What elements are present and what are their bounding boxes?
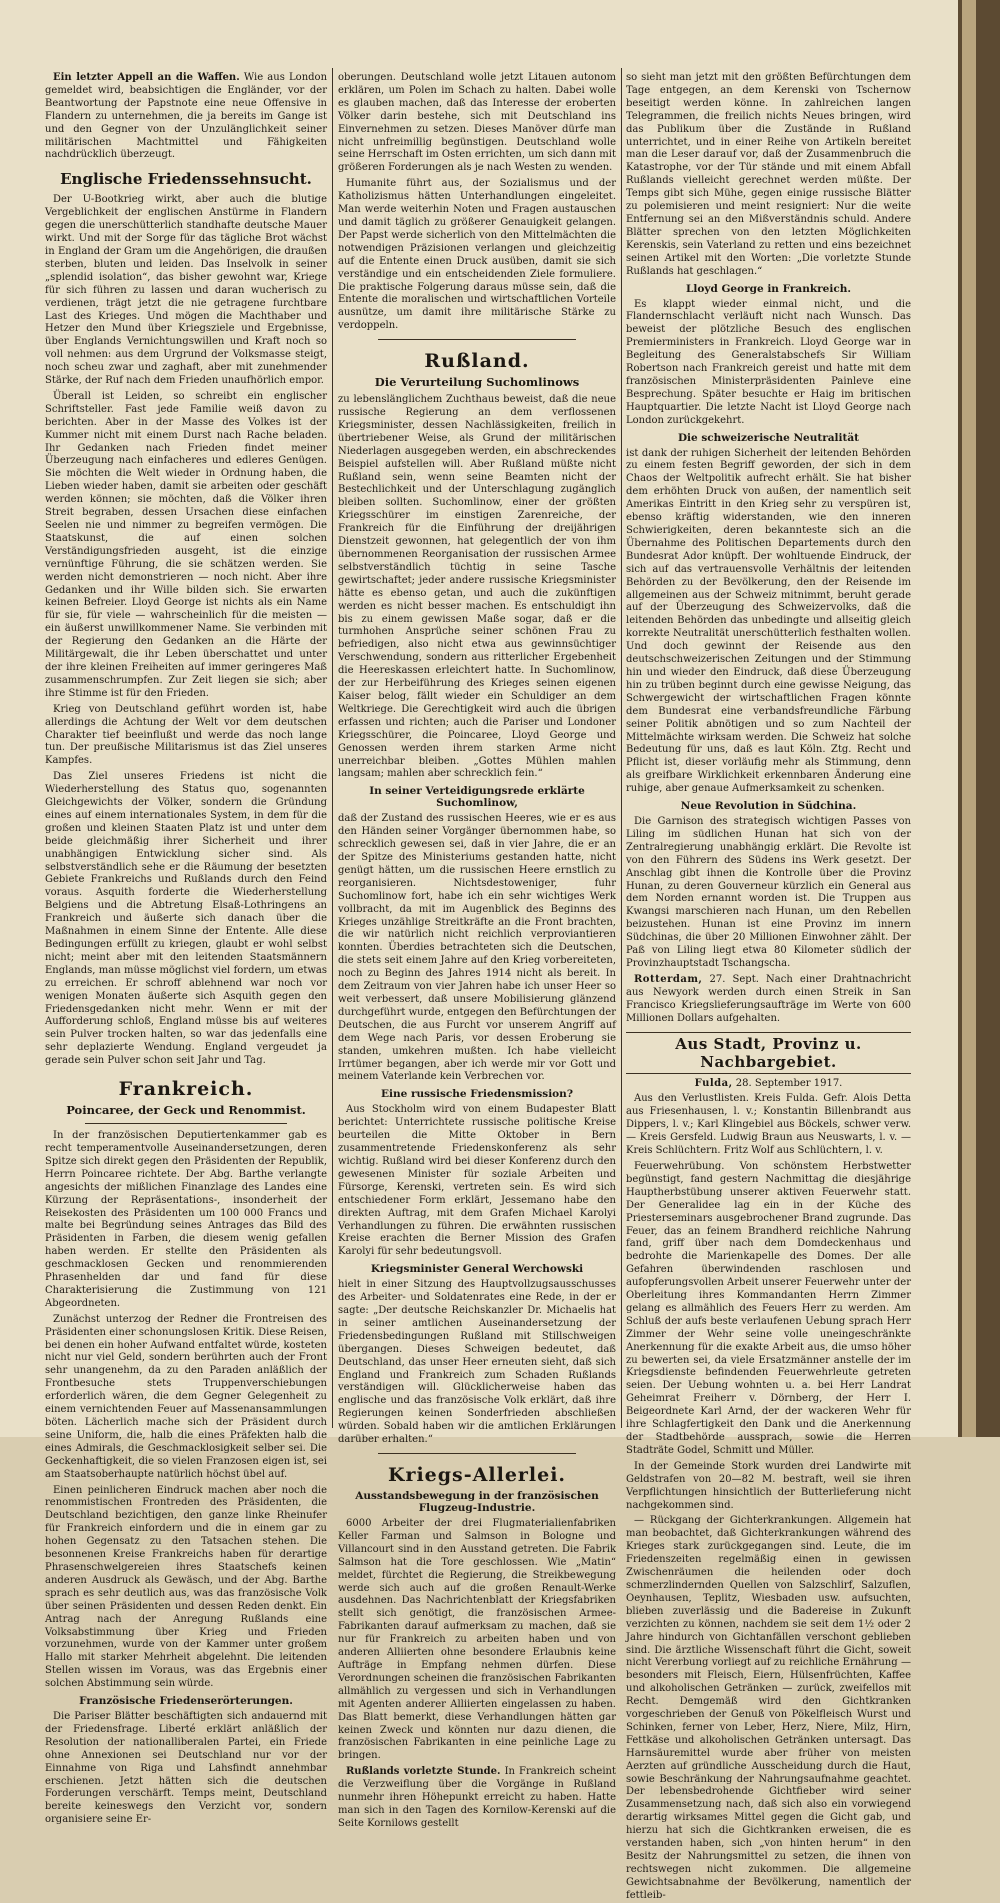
headline: In seiner Verteidigungsrede erklärte Suchomlinow, (369, 785, 585, 810)
article-paragraph: 6000 Arbeiter der drei Flugmaterialienfabriken Keller Farman und Salmson in Bologne und Villancourt sind in den Ausstand getreten. Die Fabrik Salmson hat die Tore geschlossen. Wie „Matin“ meldet, fürchtet die Regierung, die Streikbewegung werde sich auch auf die großen Renault-Werke ausdehnen. Das Nachrichtenblatt der Kriegsfabriken stellt sich genötigt, die französischen Armee-Fabrikanten darauf aufmerksam zu machen, daß sie nur für Frankreich zu arbeiten haben und von anderen Alliierten ohne besondere Erlaubnis keine Aufträge in Empfang nehmen dürfen. Diese Verordnungen scheinen die französischen Fabrikanten allmählich zu vergessen und sich in Verhandlungen mit Agenten anderer Alliierten eingelassen zu haben. Das Blatt bemerkt, diese Verhandlungen hätten gar keinen Zweck und könnten nur dazu dienen, die französischen Fabrikanten in eine peinliche Lage zu bringen. (338, 1518, 616, 1762)
article-paragraph (338, 1766, 616, 1831)
article-paragraph (45, 72, 327, 162)
article-paragraph: oberungen. Deutschland wolle jetzt Litauen autonom erklären, um Polen im Schach zu halten. Dabei wolle es glauben machen, daß das Interesse der eroberten Völker darin bestehe, sich mit Deutschland ins Einvernehmen zu setzen. Dieses Manöver dürfe man nicht unfreimillig begünstigen. Deutschland wolle seine Herrschaft im Osten errichten, um sich dann mit größeren Forderungen als je nach Westen zu wenden. (338, 72, 616, 174)
section-heading: Aus Stadt, Provinz u. Nachbargebiet. (626, 1032, 911, 1074)
dateline-paragraph (626, 1078, 911, 1091)
binding-strip (962, 0, 976, 1437)
article-paragraph: Zunächst unterzog der Redner die Frontreisen des Präsidenten einer schonungslosen Kritik. Diese Reisen, bei denen ein hoher Aufwand entfaltet würde, kosteten nicht nur viel Geld, sondern berührten auch der Front sehr unangenehm, da zu den Paraden anläßlich der Frontbesuche stets Truppenverschiebungen erforderlich wären, die dem Gegner Gelegenheit zu einem vernichtenden Feuer auf Massenansammlungen böten. Lächerlich mache sich der Präsident durch seine Uniform, die, halb die eines Präfekten halb die eines Admirals, die Geschmacklosigkeit selber sei. Die Geckenhaftigkeit, die so vielen Franzosen eigen ist, sei am Staatsoberhaupte natürlich höchst übel auf. (45, 1313, 327, 1480)
article-paragraph: daß der Zustand des russischen Heeres, wie er es aus den Händen seiner Vorgänger übernommen habe, so schrecklich gewesen sei, daß in vier Jahre, die er an der Spitze des Ministeriums gestanden hatte, nicht genügt hätten, um die russischen Heere ernstlich zu reorganisieren. Nichtsdestoweniger, fuhr Suchomlinow fort, habe ich ein sehr wichtiges Werk vollbracht, da mit im Augenblick des Beginns des Krieges unzählige Streitkräfte an die Front brachten, die wir natürlich nicht reichlich verproviantieren konnten. Überdies betrachteten sich die Deutschen, die stets seit einem Jahre auf den Krieg vorbereiteten, noch zu Beginn des Jahres 1914 nicht als bereit. In dem Zeitraum von vier Jahren habe ich unser Heer so weit verbessert, daß unsere Mobilisierung glänzend durchgeführt wurde, entgegen den Befürchtungen der Deutschen, die aus Furcht vor unserem Angriff auf dem Wege nach Paris, vor dessen Eroberung sie standen, umkehren mußten. Ich habe vielleicht Irrtümer begangen, aber ich werde mir vor Gott und meinem Vaterlande kein Verbrechen vor. (338, 813, 616, 1083)
column-2 (338, 72, 616, 1829)
article-paragraph: Aus den Verlustlisten. Kreis Fulda. Gefr. Alois Detta aus Friesenhausen, l. v.; Konstantin Billenbrandt aus Dippers, l. v.; Karl Klingebiel aus Böckels, schwer verw. — Kreis Gersfeld. Ludwig Braun aus Neuswarts, l. v. — Kreis Schlüchtern. Fritz Wolf aus Schlüchtern, l. v. (626, 1093, 911, 1157)
headline: Lloyd George in Frankreich. (685, 282, 851, 295)
article-paragraph: Die Garnison des strategisch wichtigen Passes von Liling im südlichen Hunan hat sich von der Zentralregierung unabhängig erklärt. Die Revolte ist von den Führern des Südens ins Werk gesetzt. Der Anschlag gibt ihnen die Kontrolle über die Provinz Hunan, zu deren Gouverneur kürzlich ein General aus dem Norden ernannt worden ist. Die Truppen aus Kwangsi marschieren nach Hunan, um den Rebellen beizustehen. Hunan ist eine Provinz im innern Südchinas, die über 20 Millionen Einwohner zählt. Der Paß von Liling liegt etwa 80 Kilometer südlich der Provinzhauptstadt Tschangscha. (626, 816, 911, 969)
column-1 (45, 72, 328, 1826)
paragraph-text: In Frankreich scheint die Verzweiflung über die Vorgänge in Rußland nunmehr ihren Höhepunkt erreicht zu haben. Hatte man sich in den Tagen des Kornilow-Kerenski auf die Seite Kornilows gestellt (338, 1766, 616, 1829)
article-paragraph: ist dank der ruhigen Sicherheit der leitenden Behörden zu einem festen Begriff geworden, der sich in dem Chaos der Weltpolitik aufrecht erhält. Sie hat bisher dem erhöhten Druck von außen, der namentlich seit Amerikas Eintritt in den Krieg sehr zu verspüren ist, ebenso kräftig widerstanden, wie den inneren Schwierigkeiten, deren bekannteste sich an die Übernahme des Politischen Departements durch den Bundesrat Ador knüpft. Der wohltuende Eindruck, der sich auf das vertrauensvolle Verhältnis der leitenden Behörden zu der Bevölkerung, den der Reisende im allgemeinen aus der Schweiz mitnimmt, beruht gerade auf der Überzeugung des Schweizervolks, daß die leitenden Behörden das unbedingte und allseitig gleich korrekte Neutralität unerschütterlich festhalten wollen. Und doch gewinnt der Reisende aus den deutschschweizerischen Zeitungen und der Stimmung hin und wieder den Eindruck, daß diese Überzeugung hin zu trüben beginnt durch eine gewisse Neigung, das Schwergewicht der wirtschaftlichen Fragen könnte dem Bundesrat eine verbandsfreundliche Färbung seiner Politik abnötigen und so zum Nachteil der Mittelmächte wirksam werden. Die Schweiz hat solche Bedeutung für uns, daß es laut Köln. Ztg. Recht und Pflicht ist, dieser vorläufig mehr als Stimmung, denn als greifbare Wirklichkeit erkennbaren Änderung eine ruhige, aber genaue Aufmerksamkeit zu schenken. (626, 447, 911, 795)
article-paragraph: hielt in einer Sitzung des Hauptvollzugsausschusses des Arbeiter- und Soldatenrates eine Rede, in der er sagte: „Der deutsche Reichskanzler Dr. Michaelis hat in seiner amtlichen Auseinandersetzung der Friedensbedingungen Rußland mit Stillschweigen übergangen. Dieses Schweigen bedeutet, daß Deutschland, das unser Heer erneuten sieht, daß sich England und Frankreich zum Schaden Rußlands verständigen will. Glücklicherweise haben das englische und das französische Volk erklärt, daß ihre Regierungen keinen Sonderfrieden abschließen würden. Sobald haben wir die amtlichen Erklärungen darüber erhalten.“ (338, 1279, 616, 1446)
article-paragraph (626, 974, 911, 1026)
column-rule (332, 68, 333, 1428)
headline: Englische Friedenssehnsucht. (60, 170, 312, 189)
section-heading: Kriegs-Allerlei. (387, 1464, 567, 1486)
article-paragraph: Feuerwehrübung. Von schönstem Herbstwetter begünstigt, fand gestern Nachmittag die diesjährige Hauptherbstübung unserer aktiven Feuerwehr statt. Der Generalidee lag ein in der Küche des Priesterseminars ausgebrochener Brand zugrunde. Das Feuer, das an feinem Brandherd reichliche Nahrung fand, griff über nach dem Domdeckenhaus und bedrohte die Marienkapelle des Domes. Der alle Gefahren überwindenden raschlosen und aufopferungsvollen Arbeit unserer Feuerwehr unter der Oberleitung ihres Kommandanten Herrn Zimmer gelang es allmählich des Feuers Herr zu werden. Am Schluß der aufs beste verlaufenen Uebung sprach Herr Zimmer der Wehr seine volle uneingeschränkte Anerkennung für die exakte Arbeit aus, die umso höher zu bewerten sei, da viele Ersatzmänner anstelle der im Kriegsdienste befindenden Feuerwehrleute getreten seien. Der Uebung wohnten u. a. bei Herr Landrat Geheimrat Freiherr v. Dörnberg, der Herr I. Beigeordnete Karl Arnd, der der wackeren Wehr für ihre Schlagfertigkeit den Dank und die Anerkennung der Stadtbehörde aussprach, sowie die Herren Stadträte Godel, Schmitt und Müller. (626, 1160, 911, 1456)
date: 28. September 1917. (735, 1077, 843, 1089)
section-heading: Rußland. (424, 350, 530, 373)
column-rule (621, 68, 622, 1428)
article-paragraph: In der Gemeinde Stork wurden drei Landwirte mit Geldstrafen von 20—82 M. bestraft, weil sie ihren Verpflichtungen hinsichtlich der Butterlieferung nicht nachgekommen sind. (626, 1460, 911, 1511)
article-paragraph: In der französischen Deputiertenkammer gab es recht temperamentvolle Auseinandersetzungen, deren Spitze sich direkt gegen den Präsidenten der Republik, Herrn Poincaree richtete. Der Abg. Barthe verlangte angesichts der mißlichen Finanzlage des Landes eine Kürzung der Repräsentations-, insonderheit der Reisekosten des Präsidenten um 100 000 Francs und malte bei Begründung seines Antrages das Bild des Präsidenten in Farben, die diesem wenig gefallen haben werden. Er stellte den Präsidenten als geschmacklosen Gecken und renommierenden Phrasenhelden dar und fand für diese Charakterisierung die Zustimmung von 121 Abgeordneten. (45, 1130, 327, 1309)
article-paragraph: Aus Stockholm wird von einem Budapester Blatt berichtet: Unterrichtete russische politische Kreise beurteilen die Mitte Oktober in Bern zusammentretende Friedenskonferenz als sehr wichtig. Rußland wird bei dieser Konferenz durch den gewesenen Minister für soziale Arbeiten und Fürsorge, Kerenski, vertreten sein. Es wird sich entschiedener Form erklärt, Jessemano habe den direkten Auftrag, mit dem Grafen Michael Karolyi Verhandlungen zu führen. Die erwähnten russischen Kreise erachten die Berner Mission des Grafen Karolyi für sehr bedeutungsvoll. (338, 1104, 616, 1258)
article-paragraph: so sieht man jetzt mit den größten Befürchtungen dem Tage entgegen, an dem Kerenski von Tschernow beseitigt werden könne. In zahlreichen langen Telegrammen, die freilich nichts Neues bringen, wird das Publikum über die Zustände in Rußland unterrichtet, und in einer Reihe von Artikeln bereitet man die Leser darauf vor, daß der Zusammenbruch die Katastrophe, vor der Tür stände und mit einem Abfall Rußlands vielleicht gerechnet werden müßte. Der Temps gibt sich Mühe, gegen einige russische Blätter zu polemisieren und meint resigniert: Nur die weite Entfernung sei an den Mißverständnis schuld. Andere Blätter sprechen von den letzten Möglichkeiten Kerenskis, sein Vaterland zu retten und eins bezeichnet seinen Artikel mit den Worten: „Die vorletzte Stunde Rußlands hat geschlagen.“ (626, 72, 911, 277)
divider (378, 339, 576, 340)
section-heading: Frankreich. (118, 1078, 254, 1101)
dateline: Rotterdam, (634, 973, 703, 985)
headline: Ausstandsbewegung in der französischen Flugzeug-Industrie. (355, 1490, 599, 1514)
headline: Die Verurteilung Suchomlinows (374, 375, 580, 390)
headline: Neue Revolution in Südchina. (680, 800, 857, 813)
dateline: Fulda, (694, 1077, 733, 1089)
headline: Kriegsminister General Werchowski (370, 1263, 584, 1276)
headline: Poincaree, der Geck und Renommist. (66, 1103, 306, 1118)
article-paragraph: Der U-Bootkrieg wirkt, aber auch die blutige Vergeblichkeit der englischen Anstürme in Flandern gegen die unerschütterlich standhafte deutsche Mauer wirkt. Und mit der Sorge für das tägliche Brot wächst in England der Gram um die Angehörigen, die draußen sterben, bluten und leiden. Das Inselvolk in seiner „splendid isolation“, das bisher gewohnt war, Kriege für sich führen zu lassen und daran wucherisch zu verdienen, trägt jetzt die nie getragene furchtbare Last des Krieges. Und mögen die Machthaber und Hetzer den Mund über Kriegsziele und Ergebnisse, über Englands Vernichtungswillen und Kraft noch so voll nehmen: aus dem Urgrund der Volksmasse steigt, noch scheu zwar und zaghaft, aber mit zunehmender Stärke, der Ruf nach dem Frieden unaufhörlich empor. (45, 194, 327, 387)
divider (85, 1123, 287, 1124)
column-3 (626, 72, 911, 1901)
article-paragraph: — Rückgang der Gichterkrankungen. Allgemein hat man beobachtet, daß Gichterkrankungen während des Krieges stark zurückgegangen sind. Leute, die im Friedenszeiten regelmäßig einen in gewissen Zwischenräumen die heilenden oder doch schmerzlindernden Quellen von Salzschlirf, Salzuflen, Oeynhausen, Teplitz, Wiesbaden usw. aufsuchten, blieben zuverlässig und die Badereise in Zukunft verzichten zu können, nachdem sie seit dem 1½ oder 2 Jahre hindurch von Gichtanfällen verschont geblieben sind. Die ärztliche Wissenschaft führt die Gicht, soweit nicht Vererbung vorliegt auf zu reichliche Ernährung — besonders mit Fleisch, Eiern, Hülsenfrüchten, Kaffee und alkoholischen Getränken — zurück, zweifellos mit Recht. Demgemäß wird den Gichtkranken vorgeschrieben der Genuß von Pökelfleisch Wurst und Schinken, ferner von Leber, Herz, Niere, Milz, Hirn, Fettkäse und alkoholischen Getränken untersagt. Das Harnsäuremittel wurde aber früher von meisten Aerzten auf gründliche Ausscheidung durch die Haut, sowie Beschränkung der Nahrungsaufnahme geachtet. Der lebensbedrohende Gichtfieber wird seiner Zusammensetzung nach, daß sich also ein vorwiegend derartig wirksames Mittel gegen die Gicht gab, und hierzu hat sich die Gichtkranken erweisen, die es verstanden haben, sich „von hinten herum“ in den Besitz der Nahrungsmittel zu setzen, die ihnen von rechtswegen nicht zukommen. Die allgemeine Gewichtsabnahme der Bevölkerung, namentlich der fettleib- (626, 1515, 911, 1901)
divider (378, 1453, 576, 1454)
article-paragraph: Das Ziel unseres Friedens ist nicht die Wiederherstellung des Status quo, sogenannten Gleichgewichts der Völker, sondern die Gründung eines auf einem internationales System, in dem für die großen und kleinen Staaten Platz ist und unter dem beide gleichmäßig ihrer Sicherheit und ihrer unabhängigen Entwicklung sicher sind. Als selbstverständlich sehe er die Räumung der besetzten Gebiete Frankreichs und Rußlands durch den Feind voraus. Asquith forderte die Wiederherstellung Belgiens und die Abtretung Elsaß-Lothringens an Frankreich und äußerte sich danach über die Maßnahmen in einem Sinne der Entente. Alle diese Bedingungen erfüllt zu kriegen, glaubt er wohl selbst nicht; meint aber mit den leitenden Staatsmännern Englands, man müsse möglichst viel fordern, um etwas zu erreichen. Er schroff ablehnend war noch vor wenigen Monaten äußerte sich Asquith gegen den Friedensgedanken nicht mehr. Wenn er mit der Aufforderung schloß, England müsse bis auf weiteres sein Pulver trocken halten, so war das jedenfalls eine sehr deplazierte Wendung. England vergeudet ja gerade sein Pulver schon seit Jahr und Tag. (45, 771, 327, 1067)
article-paragraph: Die Pariser Blätter beschäftigten sich andauernd mit der Friedensfrage. Liberté erklärt anläßlich der Resolution der nationalliberalen Partei, ein Friede ohne Annexionen sei Deutschland nur vor der Einnahme von Riga und Lahsfindt annehmbar erschienen. Jetzt hätten sich die deutschen Forderungen verschärft. Temps meint, Deutschland bereite keineswegs den Verzicht vor, sondern organisiere seine Er- (45, 1711, 327, 1826)
headline: Französische Friedenserörterungen. (79, 1695, 293, 1708)
paragraph-lead: Ein letzter Appell an die Waffen. (53, 72, 240, 83)
paragraph-lead: Rußlands vorletzte Stunde. (346, 1766, 501, 1778)
paragraph-text: Wie aus London gemeldet wird, beabsichtigen die Engländer, vor der Beantwortung der Papstnote eine neue Offensive in Flandern zu unternehmen, die ja bereits im Gange ist und den Gegner von der Unzulänglichkeit seiner militärischen Machtmittel und Fähigkeiten nachdrücklich überzeugt. (45, 72, 328, 161)
article-paragraph: Krieg von Deutschland geführt worden ist, habe allerdings die Achtung der Welt vor dem deutschen Charakter tief beeinflußt und werde das noch lange tun. Der preußische Militarismus ist das Ziel unseres Kampfes. (45, 703, 327, 767)
article-paragraph: Humanite führt aus, der Sozialismus und der Katholizismus hätten Unterhandlungen eingeleitet. Man werde weiterhin Noten und Fragen austauschen und damit täglich zu größerer Genauigkeit gelangen. Der Papst werde sicherlich von den Mittelmächten die notwendigen Präzisionen verlangen und gleichzeitig auf die Entente einen Druck ausüben, damit sie sich verständige und ein entscheidenden Ziele formuliere. Die praktische Folgerung daraus müsse sein, daß die Entente die moralischen und wirtschaftlichen Vorteile ausnütze, um damit ihre militärische Stärke zu verdoppeln. (338, 178, 616, 332)
article-paragraph: Einen peinlicheren Eindruck machen aber noch die renommistischen Frontreden des Präsidenten, die Deutschland bezichtigen, den ganze linke Rheinufer für Frankreich einfordern und die in einem gar zu hohen Gegensatz zu den Tatsachen stehen. Die besonnenen Kreise Frankreichs haben für derartige Phrasenschwelgereien ihres Staatschefs keinen anderen Ausdruck als Gewäsch, und der Abg. Barthe sprach es sehr deutlich aus, was das französische Volk über seinen Präsidenten und dessen Reden denkt. Ein Antrag nach der Anregung Rußlands eine Volksabstimmung über Krieg und Frieden vorzunehmen, wurde von der Kammer unter großem Hallo mit starker Mehrheit abgelehnt. Die leitenden Stellen wissen im Voraus, was das Ergebnis einer solchen Abstimmung sein würde. (45, 1484, 327, 1690)
article-paragraph: Überall ist Leiden, so schreibt ein englischer Schriftsteller. Fast jede Familie weiß davon zu berichten. Aber in der Masse des Volkes ist der Kummer nicht mit einem Durst nach Rache beladen. Ihr Gedanken nach Frieden findet meiner Überzeugung nach einfacheres und edleres Genügen. Sie möchten die Welt wieder in Ordnung haben, die Lieben wieder haben, damit sie arbeiten oder geschäft werden können; sie möchten, daß die Völker ihren Streit begraben, dessen Ursachen diese einfachen Seelen nie und nimmer zu begreifen vermögen. Die Staatskunst, die auf einen solchen Verständigungsfrieden ausgeht, ist die einzige vernünftige Führung, die sie schätzen werden. Sie werden nicht demonstrieren — noch nicht. Aber ihre Gedanken und ihr Wille bilden sich. Sie erwarten keinen Befreier. Lloyd George ist nichts als ein Name für sie, für viele — wahrscheinlich für die meisten — ein äußerst unwillkommener Name. Sie verbinden mit der Regierung den Gedanken an die Härte der Militärgewalt, die ihr Leben überschattet und unter der ihre kleinen Freiheiten auf immer geringeres Maß zusammenschrumpfen. Zur Zeit liegen sie sich; aber ihre Stimme ist für den Frieden. (45, 390, 327, 699)
article-paragraph: Es klappt wieder einmal nicht, und die Flandernschlacht verläuft nicht nach Wunsch. Das beweist der plötzliche Besuch des englischen Premierministers in Frankreich. Lloyd George war in Begleitung des Generalstabschefs Sir William Robertson nach Frankreich gereist und hatte mit dem französischen Ministerpräsidenten Painleve eine Besprechung. Später besuchte er Haig im britischen Hauptquartier. Die letzte Nacht ist Lloyd George nach London zurückgekehrt. (626, 298, 911, 426)
paragraph-text: 27. Sept. Nach einer Drahtnachricht aus Newyork werden durch einen Streik in San Francisco Kriegslieferungsaufträge im Werte von 600 Millionen Dollars aufgehalten. (626, 973, 911, 1024)
headline: Eine russische Friedensmission? (381, 1088, 573, 1101)
article-paragraph: zu lebenslänglichem Zuchthaus beweist, daß die neue russische Regierung an dem verflossenen Kriegsminister, dessen Nachlässigkeiten, freilich in übertriebener Weise, als Grund der militärischen Niederlagen ausgegeben werden, ein abschreckendes Beispiel aufstellen will. Aber Rußland müßte nicht Rußland sein, wenn seine Beamten nicht der Bestechlichkeit und der Unterschlagung zugänglich bleiben sollten. Suchomlinow, einer der größten Kriegsschürer im einstigen Zarenreiche, der Frankreich für die Einführung der dreijährigen Dienstzeit gewonnen, hat gelegentlich der von ihm übernommenen Reorganisation der russischen Armee selbstverständlich tüchtig in seine Tasche gewirtschaftet; jeder andere russische Kriegsminister hätte es ebenso getan, und auch die zukünftigen werden es nicht besser machen. Es entschuldigt ihn bis zu einem gewissen Maße sogar, daß er die turmhohen Ansprüche seiner schönen Frau zu befriedigen, also nicht etwa aus gewinnsüchtiger Verschwendung, sondern aus ritterlicher Ergebenheit die Heereskassen erleichtert hatte. In Suchomlinow, der zur Herbeiführung des Krieges seinen eigenen Kaiser belog, fällt wieder ein Schuldiger an dem Weltkriege. Die Gerechtigkeit wird auch die übrigen erfassen und richten; auch die Pariser und Londoner Kriegsschürer, die Poincaree, Lloyd George und Genossen werden ihrem starken Arme nicht unerreichbar bleiben. „Gottes Mühlen mahlen langsam; mahlen aber schrecklich fein.“ (338, 394, 616, 780)
headline: Die schweizerische Neutralität (677, 431, 860, 444)
